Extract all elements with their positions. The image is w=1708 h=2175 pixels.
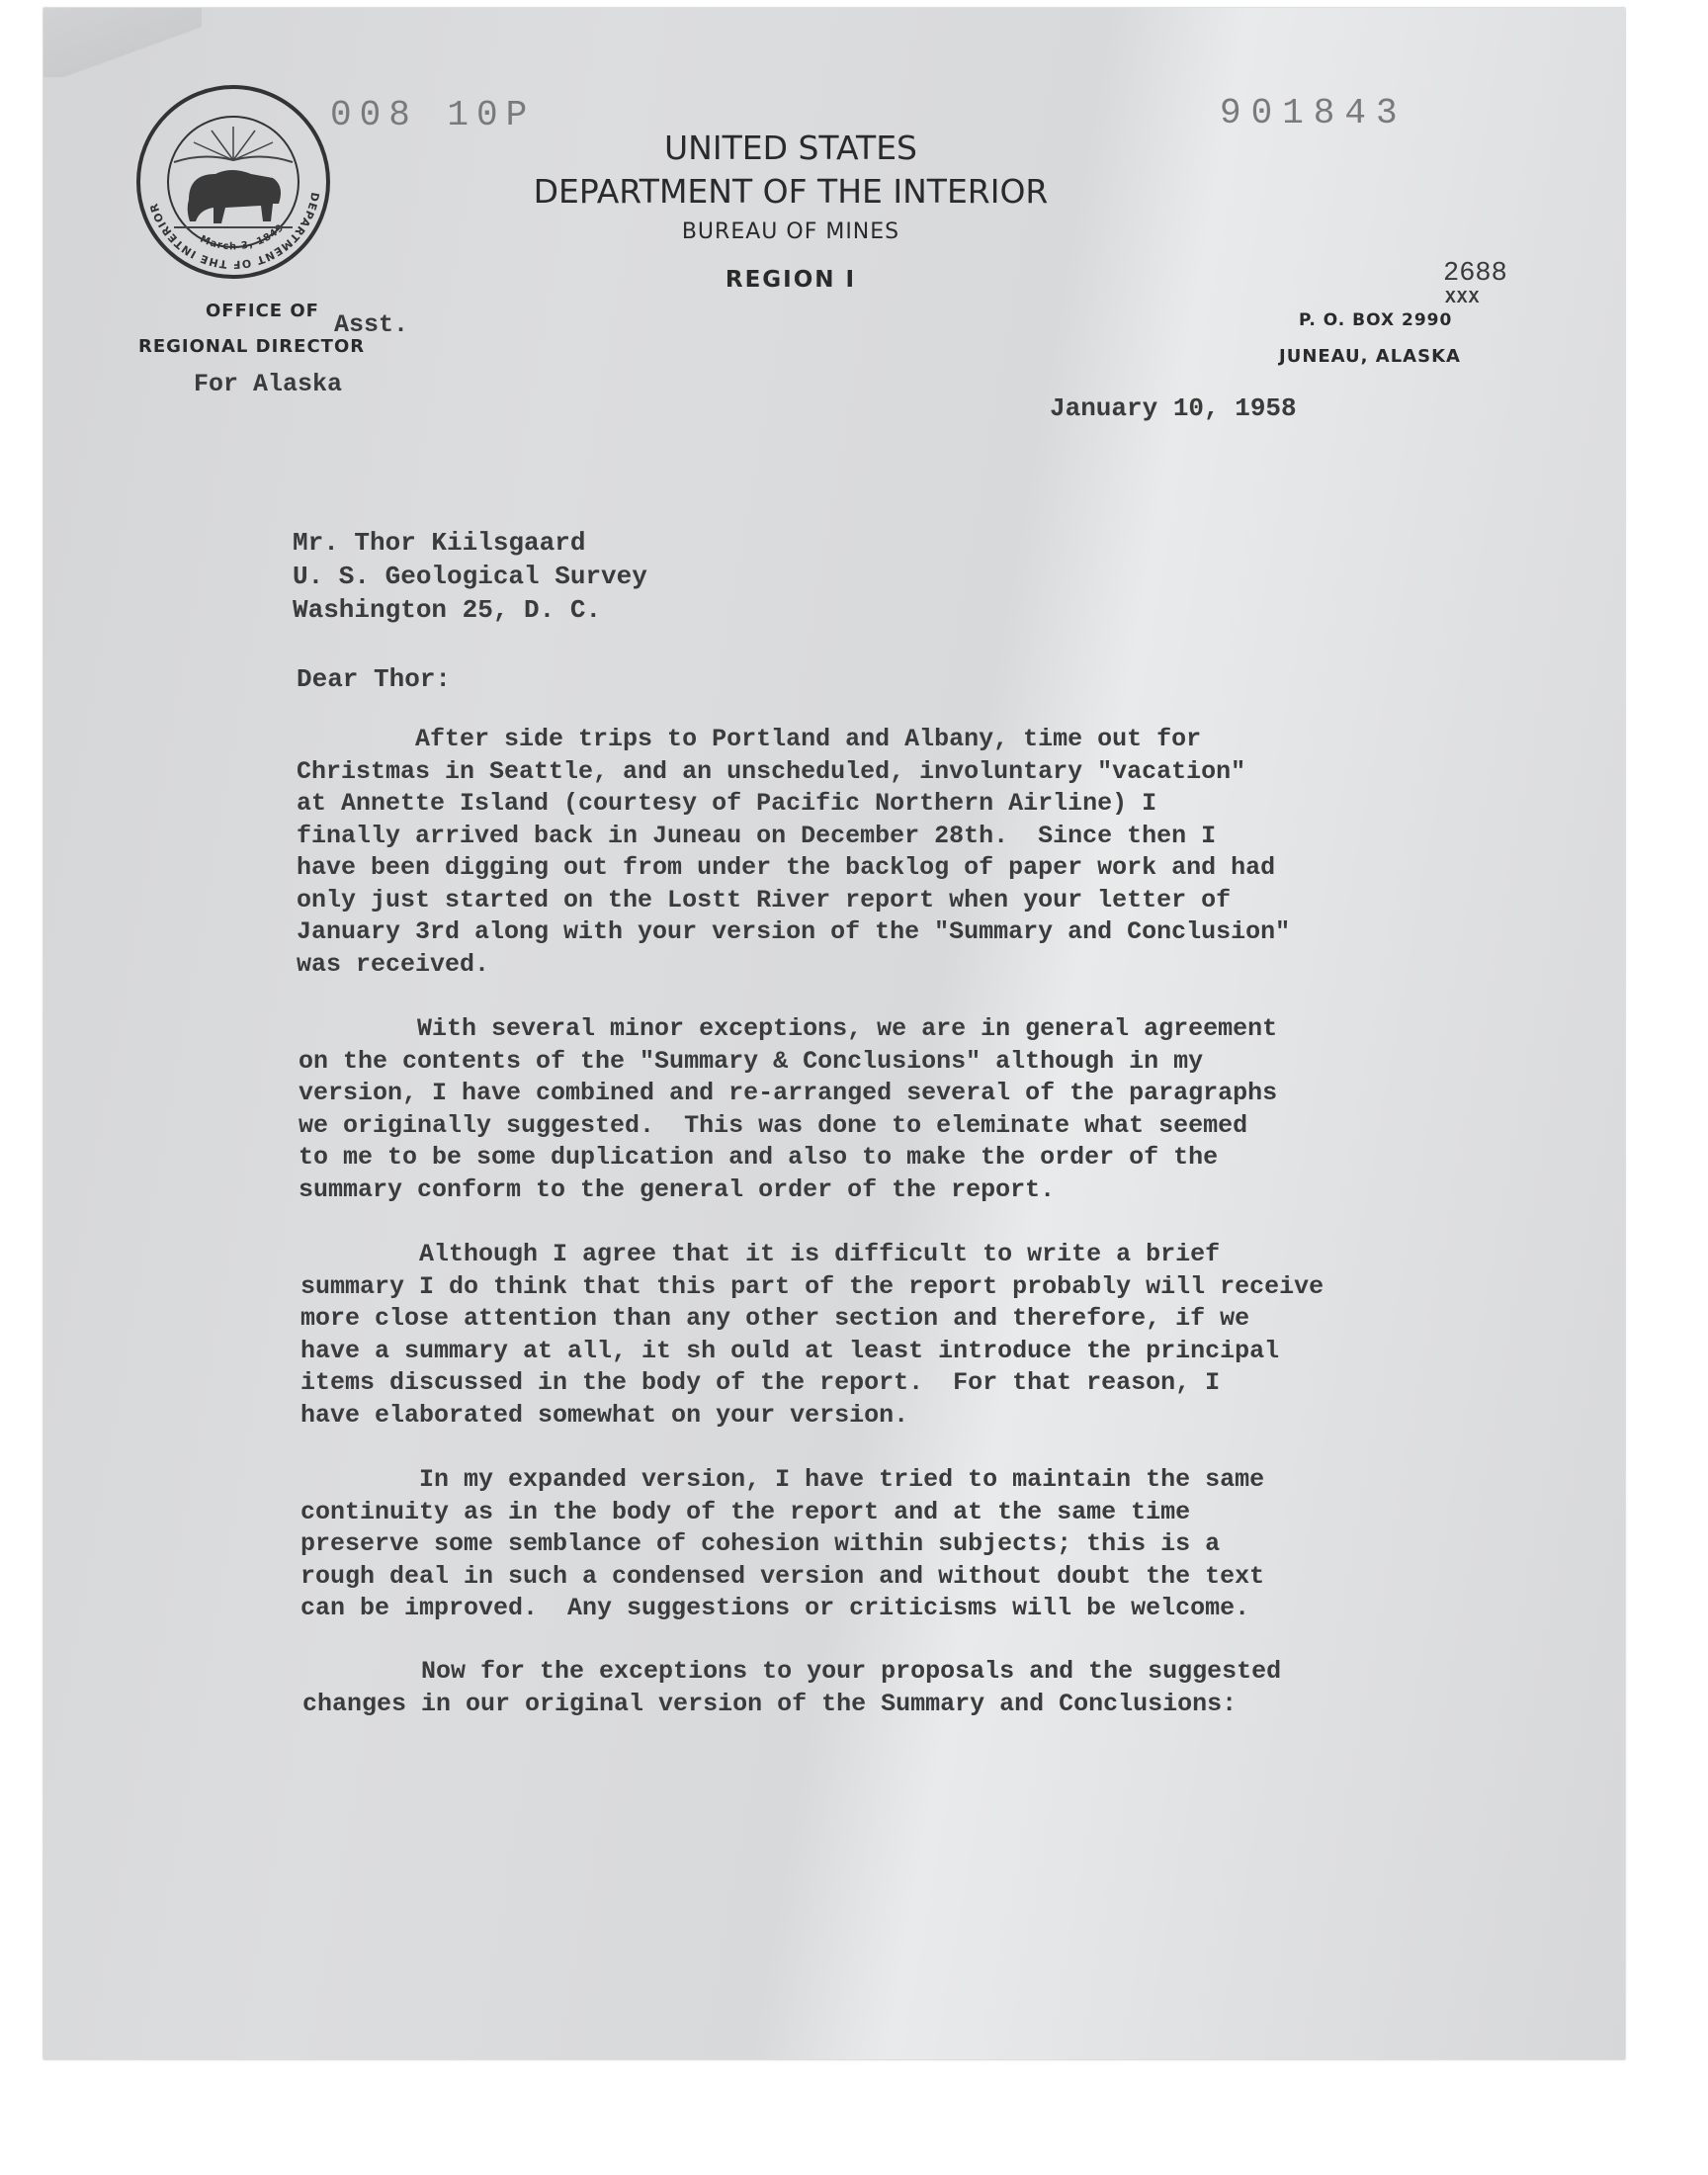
letter-page — [43, 8, 1625, 2059]
paragraph-line: summary I do think that this part of the report probably will receive — [300, 1271, 1324, 1301]
paragraph-line: continuity as in the body of the report and at the same time — [300, 1497, 1191, 1526]
paragraph-line: version, I have combined and re-arranged several of the paragraphs — [299, 1079, 1278, 1107]
seal-ring-text: DEPARTMENT OF THE INTERIOR — [146, 191, 322, 272]
paragraph-line: items discussed in the body of the report. For that reason, I — [300, 1368, 1221, 1397]
paragraph-1 — [297, 724, 1290, 981]
po-box-override: 2688 — [1443, 259, 1507, 289]
paragraph-line: With several minor exceptions, we are in general agreement — [299, 1014, 1278, 1043]
paragraph-line: have been digging out from under the backlog of paper work and had — [297, 853, 1276, 882]
paragraph-line: summary conform to the general order of the report. — [299, 1174, 1056, 1204]
department-seal — [134, 83, 332, 281]
paragraph-line: have elaborated somewhat on your version. — [300, 1400, 909, 1430]
paragraph-line: Although I agree that it is difficult to write a brief — [300, 1240, 1221, 1268]
paragraph-3 — [300, 1239, 1324, 1432]
letter-date: January 10, 1958 — [1050, 393, 1297, 423]
letterhead-bureau: BUREAU OF MINES — [681, 219, 900, 244]
paragraph-line: Christmas in Seattle, and an unscheduled, involuntary "vacation" — [297, 756, 1246, 786]
recipient-org: U. S. Geological Survey — [293, 562, 647, 591]
paragraph-line: Now for the exceptions to your proposals and the suggested — [302, 1657, 1282, 1686]
recipient-city: Washington 25, D. C. — [293, 595, 602, 625]
po-box: P. O. BOX 2990 — [1299, 310, 1453, 330]
paragraph-line: rough deal in such a condensed version and without doubt the text — [300, 1561, 1265, 1591]
paragraph-line: at Annette Island (courtesy of Pacific Northern Airline) I — [297, 789, 1157, 818]
salutation: Dear Thor: — [297, 664, 452, 694]
office-for: For Alaska — [194, 370, 343, 398]
letterhead-line2: DEPARTMENT OF THE INTERIOR — [533, 172, 1049, 211]
office-label: OFFICE OF — [206, 301, 319, 321]
paragraph-5 — [302, 1656, 1281, 1720]
po-box-strike: XXX — [1445, 289, 1481, 308]
paragraph-line: we originally suggested. This was done to eleminate what seemed — [299, 1110, 1248, 1140]
paragraph-line: to me to be some duplication and also to make the order of the — [299, 1143, 1219, 1172]
letterhead-region: REGION I — [725, 267, 857, 293]
paragraph-line: preserve some semblance of cohesion within subjects; this is a — [300, 1529, 1221, 1558]
office-asst: Asst. — [334, 310, 409, 339]
city: JUNEAU, ALASKA — [1279, 346, 1461, 367]
seal-date-text: March 3, 1849 — [198, 221, 287, 253]
stamp-number-right: 901843 — [1220, 93, 1408, 133]
letterhead-line1: UNITED STATES — [664, 129, 917, 167]
paragraph-line: more close attention than any other section and therefore, if we — [300, 1304, 1250, 1333]
stamp-number-left: 008 10P — [330, 95, 536, 135]
recipient-name: Mr. Thor Kiilsgaard — [293, 528, 586, 558]
paragraph-2 — [299, 1013, 1277, 1206]
paragraph-line: can be improved. Any suggestions or criticisms will be welcome. — [300, 1594, 1250, 1622]
paragraph-4 — [300, 1464, 1264, 1625]
paragraph-line: have a summary at all, it sh ould at least introduce the principal — [300, 1336, 1280, 1365]
paragraph-line: only just started on the Lostt River report when your letter of — [297, 885, 1232, 914]
paragraph-line: was received. — [297, 949, 490, 979]
paragraph-line: January 3rd along with your version of the "Summary and Conclusion" — [297, 917, 1291, 946]
paragraph-line: After side trips to Portland and Albany, time out for — [297, 725, 1202, 753]
paragraph-line: In my expanded version, I have tried to maintain the same — [300, 1465, 1265, 1494]
bison-icon — [188, 170, 281, 223]
paragraph-line: changes in our original version of the Summary and Conclusions: — [302, 1689, 1238, 1718]
paragraph-line: finally arrived back in Juneau on December 28th. Since then I — [297, 821, 1217, 850]
paragraph-line: on the contents of the "Summary & Conclusions" although in my — [299, 1046, 1204, 1076]
office-director: REGIONAL DIRECTOR — [138, 336, 366, 357]
